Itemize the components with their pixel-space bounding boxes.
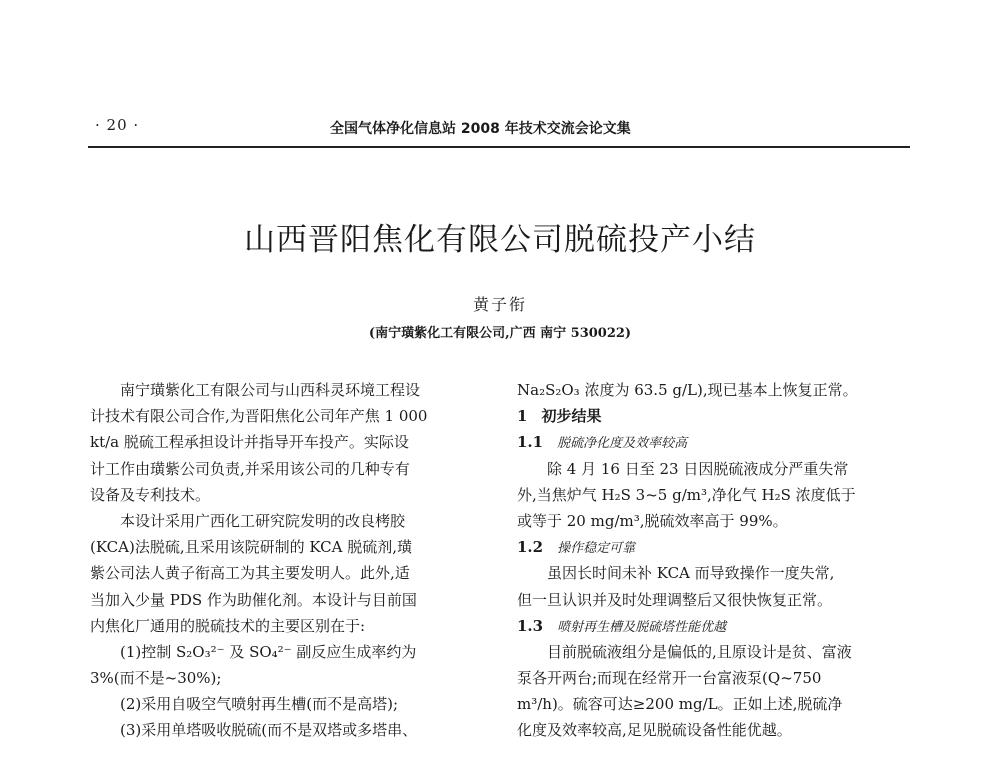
subsection-heading <box>517 534 911 560</box>
author: 黄子衔 <box>472 295 527 314</box>
subsection-title: 脱硫净化度及效率较高 <box>557 436 688 452</box>
list-item: (3)采用单塔吸收脱硫(而不是双塔或多塔串、 <box>120 721 418 740</box>
list-item: (2)采用自吸空气喷射再生槽(而不是高塔); <box>120 695 399 714</box>
paragraph-line: m³/h)。硫容可达≥200 mg/L。正如上述,脱硫净 <box>517 695 843 714</box>
subsection-heading <box>517 613 911 639</box>
subsection-number: 1.3 <box>517 616 544 635</box>
subsection-number: 1.1 <box>517 433 544 452</box>
list-item: (1)控制 S₂O₃²⁻ 及 SO₄²⁻ 副反应生成率约为 <box>120 642 417 661</box>
section-heading <box>517 403 911 429</box>
paragraph-line: 但一旦认识并及时处理调整后又很快恢复正常。 <box>517 590 833 609</box>
paragraph-line: 设备及专利技术。 <box>90 485 211 504</box>
right-column <box>517 377 911 744</box>
paragraph-line: 虽因长时间未补 KCA 而导致操作一度失常, <box>547 564 835 583</box>
page-number: · 20 · <box>95 116 140 134</box>
paragraph-line: 南宁璜紫化工有限公司与山西科灵环境工程设 <box>120 381 421 399</box>
subsection-number: 1.2 <box>517 538 544 557</box>
subsection-heading <box>517 429 911 455</box>
subsection-title: 喷射再生槽及脱硫塔性能优越 <box>557 619 727 635</box>
header-rule <box>88 146 910 148</box>
left-column <box>90 377 500 744</box>
paragraph-line: 3%(而不是~30%); <box>90 669 222 688</box>
running-header: 全国气体净化信息站 2008 年技术交流会论文集 <box>330 121 631 137</box>
paragraph-line: 紫公司法人黄子衔高工为其主要发明人。此外,适 <box>90 564 410 583</box>
paragraph-line: 化度及效率较高,足见脱硫设备性能优越。 <box>517 721 792 740</box>
paragraph-line: 或等于 20 mg/m³,脱硫效率高于 99%。 <box>517 511 788 530</box>
paragraph-line: kt/a 脱硫工程承担设计并指导开车投产。实际设 <box>90 433 409 452</box>
paragraph-line: 内焦化厂通用的脱硫技术的主要区别在于: <box>90 616 366 635</box>
article-title: 山西晋阳焦化有限公司脱硫投产小结 <box>244 222 756 258</box>
paragraph-line: 计技术有限公司合作,为晋阳焦化公司年产焦 1 000 <box>90 407 428 426</box>
paragraph-line: (KCA)法脱硫,且采用该院研制的 KCA 脱硫剂,璜 <box>90 538 413 557</box>
paragraph-line: Na₂S₂O₃ 浓度为 63.5 g/L),现已基本上恢复正常。 <box>517 381 858 399</box>
paragraph-line: 泵各开两台;而现在经常开一台富液泵(Q~750 <box>517 669 822 688</box>
paragraph-line: 当加入少量 PDS 作为助催化剂。本设计与目前国 <box>90 590 417 609</box>
section-title: 初步结果 <box>541 407 602 426</box>
paragraph-line: 计工作由璜紫公司负责,并采用该公司的几种专有 <box>90 459 410 478</box>
paragraph-line: 外,当焦炉气 H₂S 3~5 g/m³,净化气 H₂S 浓度低于 <box>517 485 856 504</box>
paragraph-line: 目前脱硫液组分是偏低的,且原设计是贫、富液 <box>547 642 852 661</box>
affiliation: (南宁璜紫化工有限公司,广西 南宁 530022) <box>368 326 632 341</box>
paragraph-line: 本设计采用广西化工研究院发明的改良栲胶 <box>120 511 406 530</box>
subsection-title: 操作稳定可靠 <box>557 541 636 557</box>
paragraph-line: 除 4 月 16 日至 23 日因脱硫液成分严重失常 <box>547 459 849 478</box>
section-number: 1 <box>517 407 528 426</box>
